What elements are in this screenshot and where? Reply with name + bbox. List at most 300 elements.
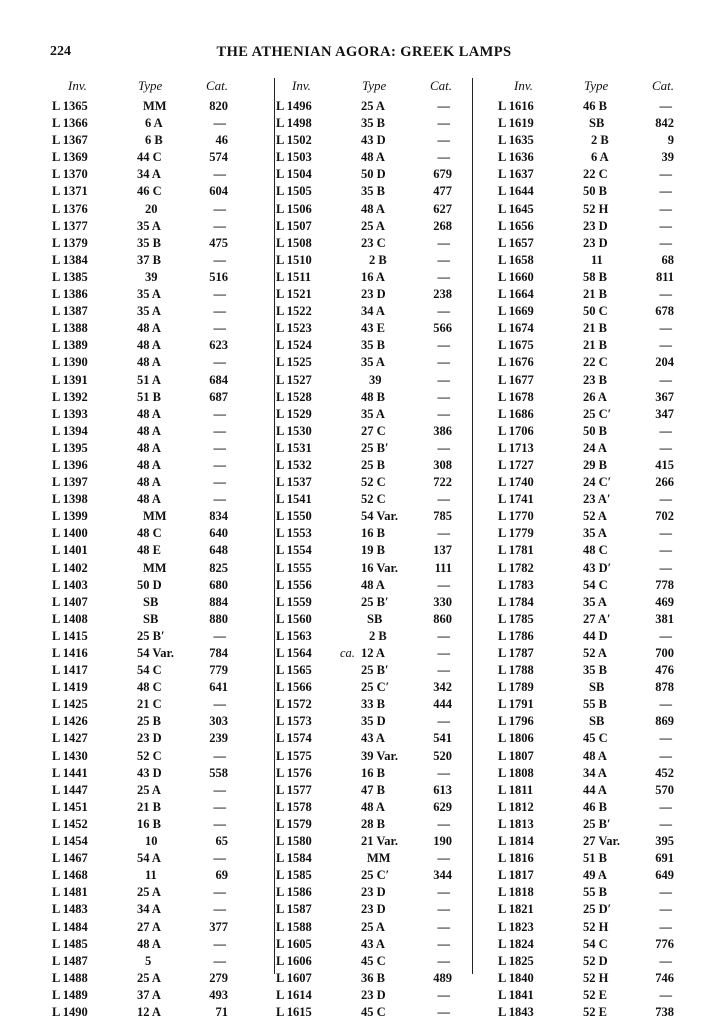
inv-cell: L 1530 xyxy=(276,423,312,438)
cat-cell: 649 xyxy=(655,868,674,883)
type-cell: 25 A xyxy=(361,99,385,113)
header-inv: Inv. xyxy=(68,78,87,93)
table-row xyxy=(52,235,230,252)
type-cell: 48 A xyxy=(137,936,161,951)
type-cell: 52 C xyxy=(361,492,386,507)
type-cell: 35 A xyxy=(361,406,385,421)
inv-cell: L 1796 xyxy=(498,714,534,729)
cat-cell: — xyxy=(437,885,450,900)
table-row xyxy=(276,713,454,730)
cat-cell: — xyxy=(659,184,672,199)
cat-cell: — xyxy=(437,389,450,404)
type-cell: 2 B xyxy=(591,133,609,148)
cat-cell: 386 xyxy=(433,423,452,438)
cat-cell: — xyxy=(213,440,226,455)
table-row xyxy=(276,354,454,371)
inv-cell: L 1821 xyxy=(498,902,534,917)
cat-cell: 566 xyxy=(433,321,452,336)
cat-cell: 784 xyxy=(209,646,228,660)
table-row xyxy=(276,696,454,713)
table-row xyxy=(52,183,230,200)
cat-cell: 239 xyxy=(209,731,228,746)
cat-cell: — xyxy=(213,885,226,900)
type-cell: 35 A xyxy=(583,594,607,609)
type-cell: 54 C xyxy=(583,577,608,592)
type-cell: 34 A xyxy=(583,765,607,780)
type-cell: 39 Var. xyxy=(361,748,399,763)
type-cell: 54 Var. xyxy=(137,646,175,660)
cat-cell: — xyxy=(659,372,672,387)
type-cell: 23 D xyxy=(361,287,386,302)
type-cell: MM xyxy=(367,851,391,866)
table-row xyxy=(276,457,454,474)
cat-cell: — xyxy=(659,526,672,541)
type-cell: 44 C xyxy=(137,150,162,165)
table-row xyxy=(498,662,676,679)
table-row xyxy=(276,440,454,457)
table-row xyxy=(276,816,454,833)
inv-cell: L 1398 xyxy=(52,492,88,507)
table-row xyxy=(52,679,230,696)
cat-cell: — xyxy=(213,201,226,216)
table-row xyxy=(52,218,230,235)
table-row xyxy=(498,149,676,166)
inv-cell: L 1369 xyxy=(52,150,88,165)
inv-cell: L 1580 xyxy=(276,834,312,849)
table-row xyxy=(276,252,454,269)
type-cell: 23 D xyxy=(137,731,162,746)
table-row xyxy=(498,440,676,457)
table-row xyxy=(498,115,676,132)
type-cell: 48 A xyxy=(137,440,161,455)
cat-cell: 702 xyxy=(655,509,674,524)
cat-cell: 700 xyxy=(655,646,674,660)
cat-cell: — xyxy=(437,714,450,729)
table-row xyxy=(498,850,676,867)
inv-cell: L 1541 xyxy=(276,492,312,507)
type-cell: 19 B xyxy=(361,543,385,558)
cat-cell: — xyxy=(213,116,226,131)
cat-cell: — xyxy=(213,816,226,831)
table-row xyxy=(498,354,676,371)
type-cell: 52 D xyxy=(583,953,608,968)
inv-cell: L 1782 xyxy=(498,560,534,575)
table-row xyxy=(498,525,676,542)
type-cell: 39 xyxy=(369,372,382,387)
cat-cell: 746 xyxy=(655,970,674,985)
table-row xyxy=(276,730,454,747)
cat-cell: — xyxy=(659,99,672,113)
inv-cell: L 1415 xyxy=(52,628,88,643)
table-row xyxy=(498,577,676,594)
inv-cell: L 1635 xyxy=(498,133,534,148)
inv-cell: L 1502 xyxy=(276,133,312,148)
table-row xyxy=(52,936,230,953)
inv-cell: L 1789 xyxy=(498,680,534,695)
header-inv: Inv. xyxy=(514,78,533,93)
cat-cell: 623 xyxy=(209,338,228,353)
type-cell: 11 xyxy=(591,252,603,267)
type-cell: 35 A xyxy=(361,355,385,370)
inv-cell: L 1555 xyxy=(276,560,312,575)
cat-cell: 137 xyxy=(433,543,452,558)
table-row xyxy=(498,696,676,713)
cat-cell: 39 xyxy=(661,150,674,165)
inv-cell: L 1467 xyxy=(52,851,88,866)
table-row xyxy=(276,372,454,389)
inv-cell: L 1367 xyxy=(52,133,88,148)
type-cell: 23 A′ xyxy=(583,492,611,507)
inv-cell: L 1606 xyxy=(276,953,312,968)
header-type: Type xyxy=(362,78,387,93)
cat-cell: — xyxy=(437,577,450,592)
type-cell: 48 A xyxy=(361,150,385,165)
table-row xyxy=(52,987,230,1004)
type-cell: 48 A xyxy=(137,338,161,353)
cat-cell: — xyxy=(437,1004,450,1019)
cat-cell: — xyxy=(659,440,672,455)
table-row xyxy=(276,474,454,491)
inv-cell: L 1377 xyxy=(52,218,88,233)
inv-cell: L 1656 xyxy=(498,218,534,233)
type-cell: 22 C xyxy=(583,167,608,182)
cat-cell: — xyxy=(659,235,672,250)
inv-cell: L 1394 xyxy=(52,423,88,438)
inv-cell: L 1395 xyxy=(52,440,88,455)
table-row xyxy=(52,115,230,132)
cat-cell: — xyxy=(659,902,672,917)
cat-cell: — xyxy=(437,269,450,284)
table-row xyxy=(276,833,454,850)
type-cell: 26 A xyxy=(583,389,607,404)
type-cell: 48 A xyxy=(137,457,161,472)
inv-cell: L 1824 xyxy=(498,936,534,951)
type-cell: 48 A xyxy=(361,799,385,814)
table-row xyxy=(52,166,230,183)
table-row xyxy=(498,303,676,320)
type-cell: 48 A xyxy=(137,355,161,370)
type-cell: 58 B xyxy=(583,269,607,284)
table-row xyxy=(276,269,454,286)
table-row xyxy=(498,201,676,218)
cat-cell: 684 xyxy=(209,372,228,387)
inv-cell: L 1559 xyxy=(276,594,312,609)
type-cell: SB xyxy=(589,116,605,131)
cat-cell: 820 xyxy=(209,99,228,113)
inv-cell: L 1741 xyxy=(498,492,534,507)
inv-cell: L 1528 xyxy=(276,389,312,404)
cat-cell: 377 xyxy=(209,919,228,934)
inv-cell: L 1811 xyxy=(498,782,534,797)
table-row xyxy=(498,337,676,354)
cat-cell: — xyxy=(437,116,450,131)
type-cell: SB xyxy=(143,594,159,609)
type-cell: 45 C xyxy=(361,953,386,968)
table-row xyxy=(276,748,454,765)
cat-cell: 308 xyxy=(433,457,452,472)
inv-cell: L 1660 xyxy=(498,269,534,284)
type-cell: 46 B xyxy=(583,799,607,814)
cat-cell: — xyxy=(437,99,450,113)
inv-cell: L 1579 xyxy=(276,816,312,831)
cat-cell: — xyxy=(213,697,226,712)
cat-cell: 687 xyxy=(209,389,228,404)
inv-cell: L 1483 xyxy=(52,902,88,917)
type-cell: 23 B xyxy=(583,372,607,387)
cat-cell: 476 xyxy=(655,663,674,678)
inv-cell: L 1487 xyxy=(52,953,88,968)
inv-cell: L 1454 xyxy=(52,834,88,849)
type-cell: 12 A xyxy=(361,646,385,660)
cat-cell: 266 xyxy=(655,475,674,490)
cat-cell: 811 xyxy=(655,269,674,284)
inv-cell: L 1525 xyxy=(276,355,312,370)
type-cell: 49 A xyxy=(583,868,607,883)
type-cell: 25 B′ xyxy=(361,594,389,609)
inv-cell: L 1658 xyxy=(498,252,534,267)
cat-cell: — xyxy=(437,936,450,951)
cat-cell: 541 xyxy=(433,731,452,746)
type-cell: SB xyxy=(589,680,605,695)
inv-cell: L 1468 xyxy=(52,868,88,883)
cat-cell: — xyxy=(659,560,672,575)
table-row xyxy=(52,799,230,816)
inv-cell: L 1441 xyxy=(52,765,88,780)
cat-cell: — xyxy=(437,526,450,541)
table-row xyxy=(52,132,230,149)
cat-cell: 627 xyxy=(433,201,452,216)
table-row xyxy=(52,919,230,936)
type-cell: 55 B xyxy=(583,697,607,712)
type-cell: 34 A xyxy=(361,304,385,319)
inv-cell: L 1399 xyxy=(52,509,88,524)
table-row xyxy=(498,508,676,525)
cat-cell: — xyxy=(659,628,672,643)
table-row xyxy=(52,970,230,987)
cat-cell: 516 xyxy=(209,269,228,284)
inv-cell: L 1786 xyxy=(498,628,534,643)
table-row xyxy=(498,132,676,149)
cat-cell: — xyxy=(659,423,672,438)
table-row xyxy=(52,594,230,611)
table-row xyxy=(276,508,454,525)
table-row xyxy=(52,149,230,166)
inv-cell: L 1676 xyxy=(498,355,534,370)
inv-cell: L 1427 xyxy=(52,731,88,746)
inv-cell: L 1575 xyxy=(276,748,312,763)
table-row xyxy=(52,901,230,918)
inv-cell: L 1616 xyxy=(498,99,534,113)
type-cell: 39 xyxy=(145,269,158,284)
header-cat: Cat. xyxy=(651,78,674,93)
table-row xyxy=(276,611,454,628)
type-cell: 43 D′ xyxy=(583,560,612,575)
type-cell: 16 B xyxy=(361,526,385,541)
type-cell: SB xyxy=(589,714,605,729)
cat-cell: 493 xyxy=(209,987,228,1002)
table-row xyxy=(52,782,230,799)
type-cell: 23 C xyxy=(361,235,386,250)
header-type: Type xyxy=(138,78,163,93)
type-cell: SB xyxy=(367,611,383,626)
type-cell: 52 C xyxy=(361,475,386,490)
type-cell: 34 A xyxy=(137,902,161,917)
table-row xyxy=(276,235,454,252)
table-row xyxy=(276,406,454,423)
header-inv: Inv. xyxy=(292,78,311,93)
type-cell: 16 B xyxy=(361,765,385,780)
table-row xyxy=(498,423,676,440)
cat-cell: — xyxy=(213,782,226,797)
table-row xyxy=(498,269,676,286)
cat-cell: 415 xyxy=(655,457,674,472)
type-cell: 54 C xyxy=(583,936,608,951)
table-row xyxy=(498,970,676,987)
cat-cell: — xyxy=(213,851,226,866)
inv-cell: L 1636 xyxy=(498,150,534,165)
inv-cell: L 1563 xyxy=(276,628,312,643)
cat-cell: — xyxy=(213,492,226,507)
table-row xyxy=(276,201,454,218)
cat-cell: 648 xyxy=(209,543,228,558)
header-type: Type xyxy=(584,78,609,93)
inv-cell: L 1376 xyxy=(52,201,88,216)
table-row xyxy=(52,816,230,833)
page-number: 224 xyxy=(50,44,71,59)
type-cell: 48 A xyxy=(583,748,607,763)
table-row xyxy=(276,953,454,970)
table-row xyxy=(52,884,230,901)
table-row xyxy=(52,542,230,559)
cat-cell: — xyxy=(437,987,450,1002)
inv-cell: L 1619 xyxy=(498,116,534,131)
inv-cell: L 1578 xyxy=(276,799,312,814)
type-cell: 48 A xyxy=(137,406,161,421)
table-row xyxy=(498,799,676,816)
inv-cell: L 1783 xyxy=(498,577,534,592)
table-row xyxy=(498,679,676,696)
type-cell: 20 xyxy=(145,201,158,216)
type-cell: 52 A xyxy=(583,646,607,660)
inv-cell: L 1452 xyxy=(52,816,88,831)
type-cell: 25 C′ xyxy=(361,868,390,883)
inv-cell: L 1402 xyxy=(52,560,88,575)
type-cell: 6 A xyxy=(145,116,163,131)
inv-cell: L 1529 xyxy=(276,406,312,421)
inv-cell: L 1565 xyxy=(276,663,312,678)
table-row xyxy=(276,98,454,115)
type-cell: 27 A xyxy=(137,919,161,934)
table-row xyxy=(498,901,676,918)
type-cell: 21 B xyxy=(583,338,607,353)
table-row xyxy=(52,303,230,320)
type-cell: 48 A xyxy=(137,475,161,490)
type-cell: 35 B xyxy=(361,338,385,353)
table-row xyxy=(498,1004,676,1021)
cat-cell: — xyxy=(437,851,450,866)
inv-cell: L 1637 xyxy=(498,167,534,182)
inv-cell: L 1507 xyxy=(276,218,312,233)
type-cell: 25 C′ xyxy=(583,406,612,421)
type-cell: 43 E xyxy=(361,321,385,336)
cat-cell: 574 xyxy=(209,150,228,165)
type-cell: 2 B xyxy=(369,628,387,643)
inv-cell: L 1371 xyxy=(52,184,88,199)
cat-cell: — xyxy=(659,987,672,1002)
inv-cell: L 1510 xyxy=(276,252,312,267)
inv-cell: L 1389 xyxy=(52,338,88,353)
table-row xyxy=(498,645,676,662)
cat-cell: — xyxy=(213,748,226,763)
inv-cell: L 1447 xyxy=(52,782,88,797)
type-cell: 35 B xyxy=(137,235,161,250)
cat-cell: — xyxy=(213,406,226,421)
inv-cell: L 1677 xyxy=(498,372,534,387)
table-row xyxy=(52,440,230,457)
inv-cell: L 1403 xyxy=(52,577,88,592)
table-row xyxy=(276,850,454,867)
type-cell: 51 B xyxy=(583,851,607,866)
inv-cell: L 1407 xyxy=(52,594,88,609)
inv-cell: L 1587 xyxy=(276,902,312,917)
table-row xyxy=(52,491,230,508)
inv-cell: L 1615 xyxy=(276,1004,312,1019)
table-row xyxy=(498,166,676,183)
inv-cell: L 1396 xyxy=(52,457,88,472)
type-cell: 48 C xyxy=(137,526,162,541)
cat-cell: — xyxy=(437,252,450,267)
inv-cell: L 1664 xyxy=(498,287,534,302)
table-row xyxy=(498,782,676,799)
cat-cell: — xyxy=(437,492,450,507)
type-cell: 48 B xyxy=(361,389,385,404)
type-cell: 50 B xyxy=(583,423,607,438)
table-row xyxy=(276,867,454,884)
cat-cell: — xyxy=(437,919,450,934)
cat-cell: 778 xyxy=(655,577,674,592)
type-cell: 16 B xyxy=(137,816,161,831)
type-cell: 48 A xyxy=(137,423,161,438)
table-row xyxy=(52,662,230,679)
cat-cell: 444 xyxy=(433,697,452,712)
inv-cell: L 1674 xyxy=(498,321,534,336)
type-cell: 23 D xyxy=(583,218,608,233)
cat-cell: — xyxy=(213,953,226,968)
inv-cell: L 1781 xyxy=(498,543,534,558)
type-cell: 25 A xyxy=(361,218,385,233)
table-row xyxy=(276,662,454,679)
inv-cell: L 1531 xyxy=(276,440,312,455)
inv-cell: L 1574 xyxy=(276,731,312,746)
type-cell: 25 B′ xyxy=(583,816,611,831)
cat-cell: 785 xyxy=(433,509,452,524)
cat-cell: 395 xyxy=(655,834,674,849)
inv-cell: L 1484 xyxy=(52,919,88,934)
cat-cell: 71 xyxy=(215,1004,228,1019)
inv-cell: L 1385 xyxy=(52,269,88,284)
cat-cell: 613 xyxy=(433,782,452,797)
cat-cell: 722 xyxy=(433,475,452,490)
cat-cell: 520 xyxy=(433,748,452,763)
type-cell: MM xyxy=(143,560,167,575)
inv-cell: L 1564 xyxy=(276,646,312,660)
type-cell: 35 B xyxy=(361,184,385,199)
cat-cell: 640 xyxy=(209,526,228,541)
table-row xyxy=(276,149,454,166)
inv-cell: L 1527 xyxy=(276,372,312,387)
cat-cell: 469 xyxy=(655,594,674,609)
cat-cell: 303 xyxy=(209,714,228,729)
